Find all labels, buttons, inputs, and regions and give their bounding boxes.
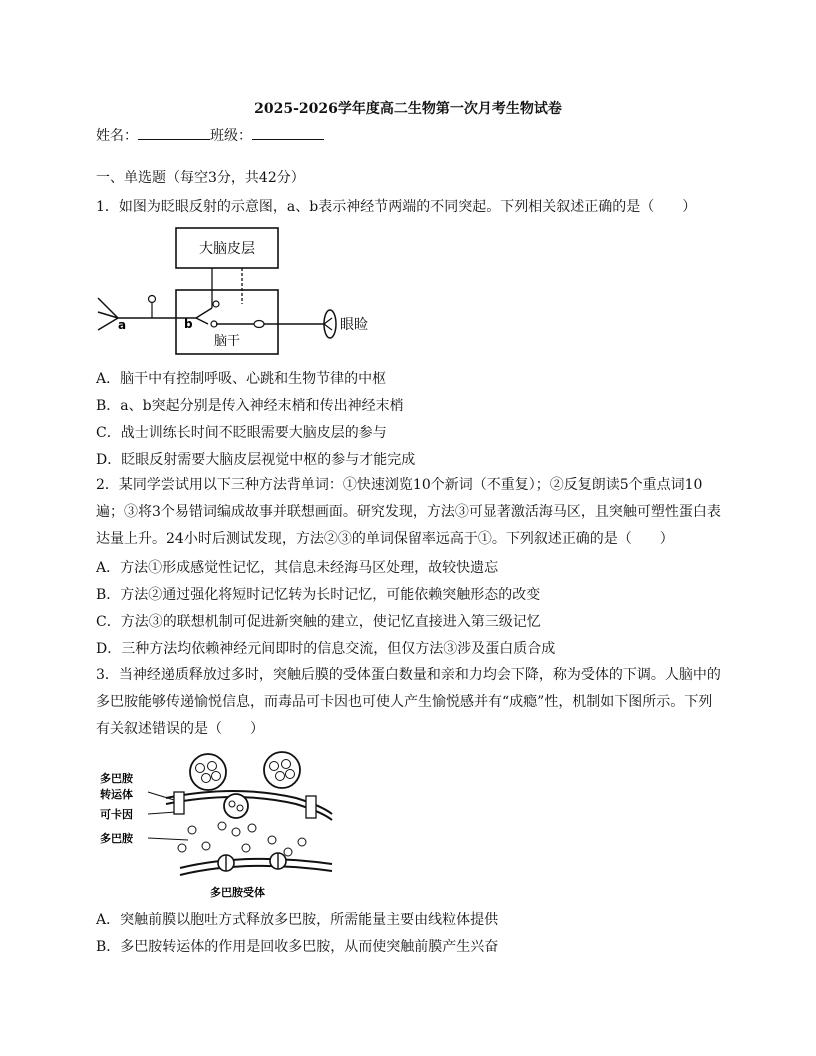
cortex-label: 大脑皮层 xyxy=(199,241,255,257)
q2-option-b[interactable]: B．方法②通过强化将短时记忆转为长时记忆，可能依赖突触形态的改变 xyxy=(96,587,541,603)
q3-option-b[interactable]: B．多巴胺转运体的作用是回收多巴胺，从而使突触前膜产生兴奋 xyxy=(96,939,499,955)
eyelid-label: 眼睑 xyxy=(340,317,368,333)
section-heading: 一、单选题（每空3分，共42分） xyxy=(96,170,305,186)
q1-option-a[interactable]: A．脑干中有控制呼吸、心跳和生物节律的中枢 xyxy=(96,371,387,387)
q2-option-a[interactable]: A．方法①形成感觉性记忆，其信息未经海马区处理，故较快遗忘 xyxy=(96,560,499,576)
class-label: 班级： xyxy=(210,128,252,144)
name-class-row xyxy=(96,125,324,145)
transporter-label-1: 多巴胺 xyxy=(100,772,133,785)
dopamine-label: 多巴胺 xyxy=(100,832,133,845)
q1-option-d[interactable]: D．眨眼反射需要大脑皮层视觉中枢的参与才能完成 xyxy=(96,452,416,468)
receptor-label: 多巴胺受体 xyxy=(210,886,265,899)
label-a: a xyxy=(118,318,127,332)
name-label: 姓名： xyxy=(96,128,138,144)
synapse-cocaine-diagram xyxy=(96,748,346,904)
q1-option-b[interactable]: B．a、b突起分别是传入神经末梢和传出神经末梢 xyxy=(96,398,404,414)
brainstem-label: 脑干 xyxy=(213,334,241,349)
question-2-stem: 2．某同学尝试用以下三种方法背单词：①快速浏览10个新词（不重复）；②反复朗读5个重点词10遍；③将3个易错词编成故事并联想画面。研究发现，方法③可显著激活海马区，且突触可塑性蛋白表达量上升。24小时后测试发现，方法②③的单词保留率远高于①。下列叙述正确的是（ ） xyxy=(96,477,721,547)
question-1-stem: 1．如图为眨眼反射的示意图，a、b表示神经节两端的不同突起。下列相关叙述正确的是（ ） xyxy=(96,199,697,215)
blink-reflex-diagram xyxy=(96,226,386,358)
label-b: b xyxy=(184,317,193,331)
q3-option-a[interactable]: A．突触前膜以胞吐方式释放多巴胺，所需能量主要由线粒体提供 xyxy=(96,912,499,928)
exam-title: 2025-2026学年度高二生物第一次月考生物试卷 xyxy=(254,101,562,117)
q1-option-c[interactable]: C．战士训练长时间不眨眼需要大脑皮层的参与 xyxy=(96,425,387,441)
transporter-label-2: 转运体 xyxy=(100,788,133,801)
class-blank[interactable] xyxy=(252,126,324,140)
name-blank[interactable] xyxy=(138,126,210,140)
q2-option-d[interactable]: D．三种方法均依赖神经元间即时的信息交流，但仅方法③涉及蛋白质合成 xyxy=(96,641,556,657)
cocaine-label: 可卡因 xyxy=(100,808,133,821)
question-3-stem: 3．当神经递质释放过多时，突触后膜的受体蛋白数量和亲和力均会下降，称为受体的下调。人脑中的多巴胺能够传递愉悦信息，而毒品可卡因也可使人产生愉悦感并有“成瘾”性，机制如下图所示。下列有关叙述错误的是（ ） xyxy=(96,667,721,737)
q2-option-c[interactable]: C．方法③的联想机制可促进新突触的建立，使记忆直接进入第三级记忆 xyxy=(96,614,541,630)
